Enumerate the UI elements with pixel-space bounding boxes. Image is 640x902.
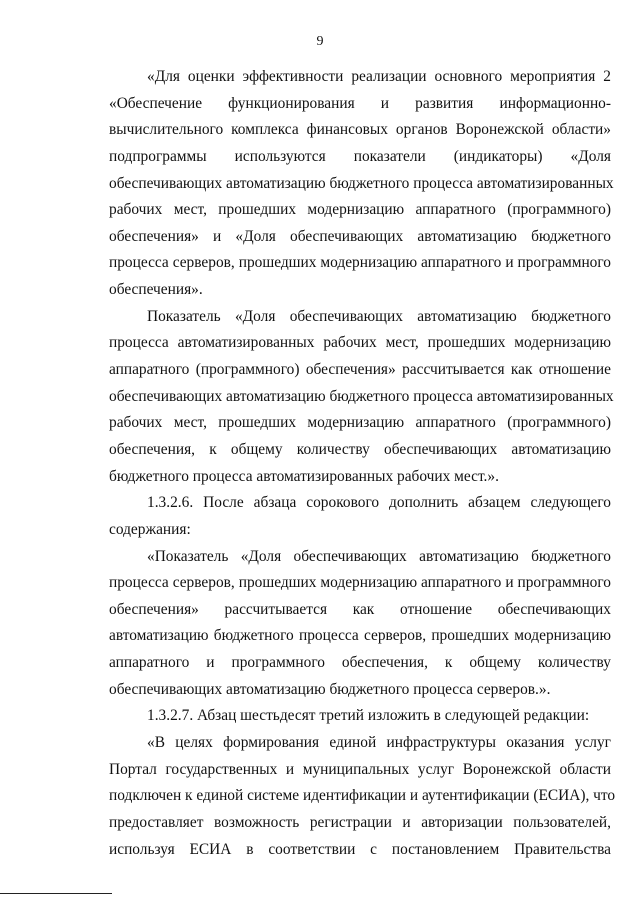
footer-rule bbox=[0, 893, 112, 894]
text-line: подключен к единой системе идентификации и аутентификации (ЕСИА), что bbox=[109, 787, 616, 805]
text-line: предоставляет возможность регистрации и авторизации пользователей, bbox=[109, 813, 611, 831]
text-line: рабочих мест, прошедших модернизацию аппаратного (программного) bbox=[109, 414, 611, 432]
text-line: аппаратного и программного обеспечения, к общему количеству bbox=[109, 654, 611, 672]
text-line: обеспечения, к общему количеству обеспечивающих автоматизацию bbox=[109, 440, 611, 458]
text-line: используя ЕСИА в соответствии с постановлением Правительства bbox=[109, 840, 611, 858]
text-line: обеспечения» и «Доля обеспечивающих автоматизацию бюджетного bbox=[109, 227, 611, 245]
text-line: обеспечивающих автоматизацию бюджетного процесса автоматизированных bbox=[109, 387, 614, 405]
text-line: процесса автоматизированных рабочих мест, прошедших модернизацию bbox=[109, 334, 611, 352]
text-line: вычислительного комплекса финансовых органов Воронежской области» bbox=[109, 121, 611, 139]
text-line: обеспечивающих автоматизацию бюджетного процесса серверов.». bbox=[109, 680, 551, 698]
text-line: подпрограммы используются показатели (индикаторы) «Доля bbox=[109, 147, 611, 165]
text-line: Портал государственных и муниципальных услуг Воронежской области bbox=[109, 760, 611, 778]
text-line: бюджетного процесса автоматизированных рабочих мест.». bbox=[109, 467, 499, 485]
text-line: рабочих мест, прошедших модернизацию аппаратного (программного) bbox=[109, 201, 611, 219]
page-number: 9 bbox=[316, 34, 324, 49]
text-line: процесса серверов, прошедших модернизацию аппаратного и программного bbox=[109, 254, 611, 272]
paragraph bbox=[109, 304, 614, 490]
text-line: «Обеспечение функционирования и развития информационно- bbox=[109, 94, 611, 112]
paragraph bbox=[109, 730, 616, 863]
text-line: содержания: bbox=[109, 520, 191, 538]
text-line: «Показатель «Доля обеспечивающих автоматизацию бюджетного bbox=[147, 547, 611, 565]
text-line: автоматизацию бюджетного процесса серверов, прошедших модернизацию bbox=[109, 627, 611, 645]
text-line: 1.3.2.6. После абзаца сорокового дополнить абзацем следующего bbox=[147, 494, 611, 512]
paragraph bbox=[109, 703, 611, 730]
text-line: «В целях формирования единой инфраструктуры оказания услуг bbox=[147, 734, 611, 752]
paragraph bbox=[109, 490, 611, 543]
text-line: аппаратного (программного) обеспечения» рассчитывается как отношение bbox=[109, 361, 611, 379]
paragraph bbox=[109, 64, 614, 304]
paragraph bbox=[109, 544, 611, 704]
text-line: обеспечения». bbox=[109, 281, 203, 299]
body-text bbox=[109, 64, 616, 863]
text-line: Показатель «Доля обеспечивающих автоматизацию бюджетного bbox=[147, 307, 611, 325]
text-line: обеспечивающих автоматизацию бюджетного процесса автоматизированных bbox=[109, 174, 614, 192]
text-line: 1.3.2.7. Абзац шестьдесят третий изложить в следующей редакции: bbox=[147, 707, 590, 725]
text-line: «Для оценки эффективности реализации основного мероприятия 2 bbox=[147, 68, 611, 85]
text-line: обеспечения» рассчитывается как отношение обеспечивающих bbox=[109, 600, 611, 618]
text-line: процесса серверов, прошедших модернизацию аппаратного и программного bbox=[109, 574, 611, 592]
